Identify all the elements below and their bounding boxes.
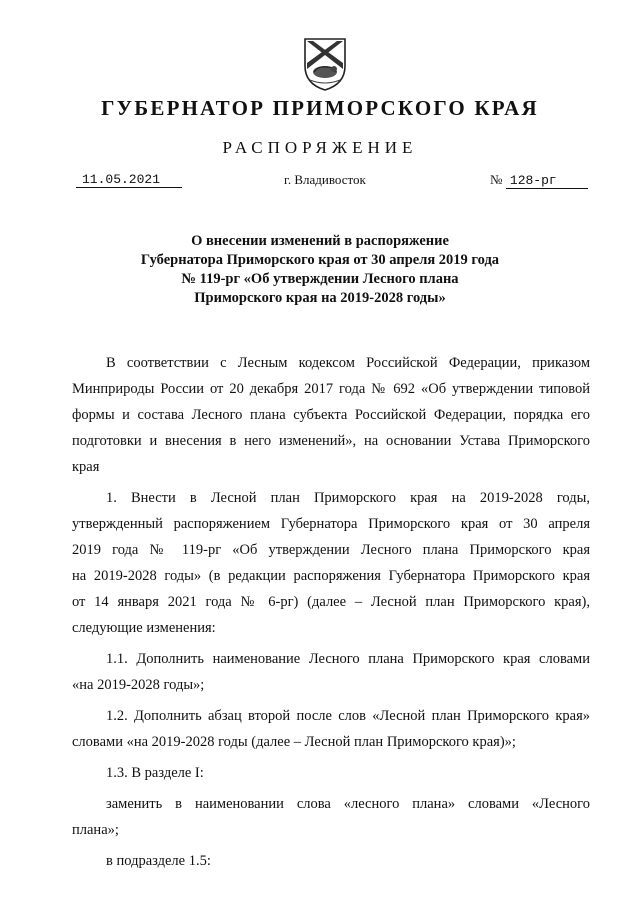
subject-line: Губернатора Приморского края от 30 апреля 2019 года bbox=[140, 252, 500, 268]
subject-line: № 119-рг «Об утверждении Лесного плана bbox=[181, 271, 459, 287]
organization-title: ГУБЕРНАТОР ПРИМОРСКОГО КРАЯ bbox=[101, 96, 539, 120]
primorsky-krai-coat-of-arms-icon bbox=[302, 36, 348, 92]
paragraph-line: утвержденный распоряжением Губернатора Приморского края от 30 апреля bbox=[72, 516, 590, 532]
document-body bbox=[72, 350, 590, 879]
paragraph-line: в подразделе 1.5: bbox=[106, 853, 211, 869]
paragraph-line: «на 2019-2028 годы»; bbox=[72, 677, 205, 693]
document-type: РАСПОРЯЖЕНИЕ bbox=[222, 138, 418, 157]
item-1-3-a-paragraph bbox=[72, 791, 590, 843]
paragraph-line: плана»; bbox=[72, 822, 119, 838]
item-1-3-paragraph bbox=[72, 760, 590, 786]
item-1-paragraph bbox=[72, 485, 590, 641]
subject-line: Приморского края на 2019-2028 годы» bbox=[194, 290, 446, 306]
paragraph-line: формы и состава Лесного плана субъекта Российской Федерации, порядка его bbox=[72, 407, 590, 423]
paragraph-line: края bbox=[72, 459, 100, 475]
paragraph-line: 1.2. Дополнить абзац второй после слов «Лесной план Приморского края» bbox=[106, 708, 590, 724]
number-sign: № bbox=[490, 172, 503, 187]
paragraph-line: подготовки и внесения в него изменений», на основании Устава Приморского bbox=[72, 433, 590, 449]
paragraph-line: 2019 года № 119-рг «Об утверждении Лесного плана Приморского края bbox=[72, 542, 590, 558]
preamble-paragraph bbox=[72, 350, 590, 480]
paragraph-line: 1. Внести в Лесной план Приморского края на 2019-2028 годы, bbox=[106, 490, 590, 506]
document-subject bbox=[90, 232, 550, 308]
document-city: г. Владивосток bbox=[284, 172, 366, 187]
paragraph-line: от 14 января 2021 года № 6-рг) (далее – Лесной план Приморского края), bbox=[72, 594, 590, 610]
document-number-field bbox=[490, 172, 588, 189]
item-1-2-paragraph bbox=[72, 703, 590, 755]
item-1-1-paragraph bbox=[72, 646, 590, 698]
paragraph-line: заменить в наименовании слова «лесного плана» словами «Лесного bbox=[106, 796, 590, 812]
document-number: 128-рг bbox=[506, 173, 588, 189]
paragraph-line: словами «на 2019-2028 годы (далее – Лесной план Приморского края)»; bbox=[72, 734, 516, 750]
paragraph-line: 1.1. Дополнить наименование Лесного плана Приморского края словами bbox=[106, 651, 590, 667]
subject-line: О внесении изменений в распоряжение bbox=[191, 233, 449, 249]
paragraph-line: В соответствии с Лесным кодексом Российской Федерации, приказом bbox=[106, 355, 590, 371]
paragraph-line: Минприроды России от 20 декабря 2017 года № 692 «Об утверждении типовой bbox=[72, 381, 590, 397]
document-date: 11.05.2021 bbox=[76, 172, 182, 188]
paragraph-line: следующие изменения: bbox=[72, 620, 216, 636]
paragraph-line: на 2019-2028 годы» (в редакции распоряжения Губернатора Приморского края bbox=[72, 568, 590, 584]
item-1-3-b-paragraph bbox=[72, 848, 590, 874]
paragraph-line: 1.3. В разделе I: bbox=[106, 765, 204, 781]
